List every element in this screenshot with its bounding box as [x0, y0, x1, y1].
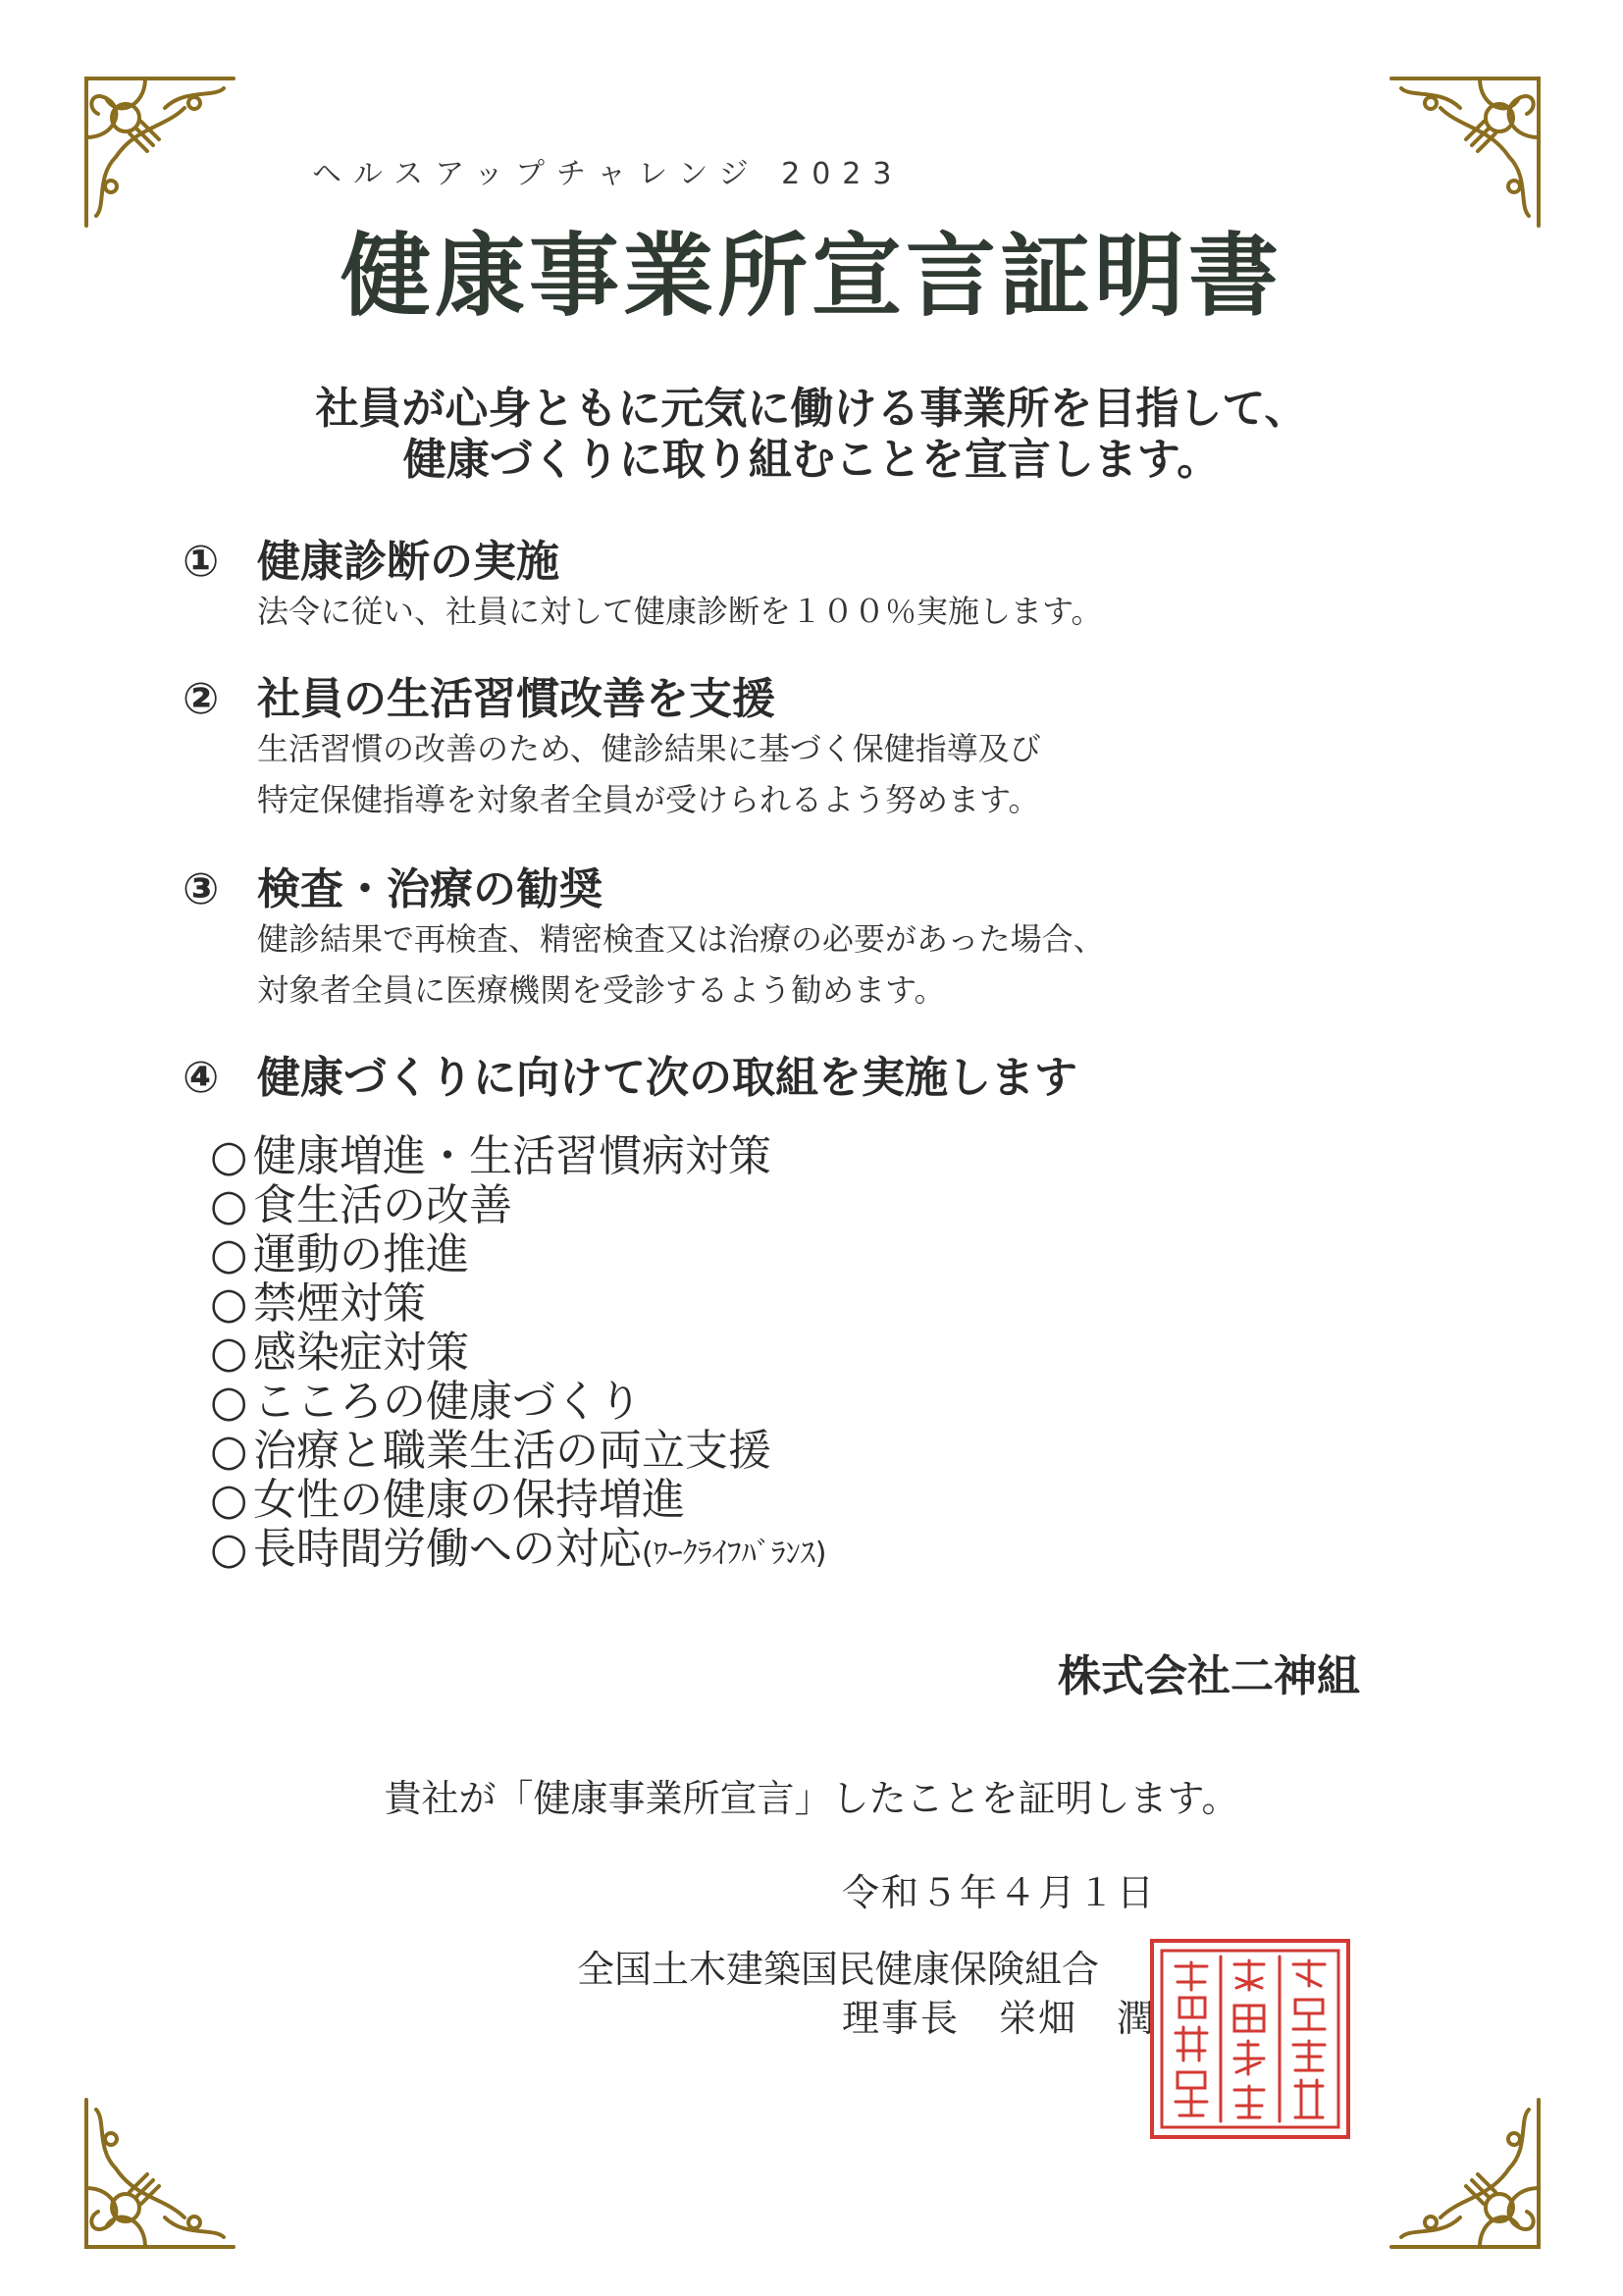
official-seal — [1150, 1939, 1350, 2139]
section-3-number: ③ — [183, 864, 220, 914]
work-life-balance-note: (ﾜｰｸﾗｲﾌﾊﾞﾗﾝｽ) — [642, 1537, 827, 1571]
program-subtitle: ヘルスアップチャレンジ 2023 — [312, 157, 904, 191]
page-title: 健康事業所宣言証明書 — [340, 223, 1283, 329]
section-2-text-2: 特定保健指導を対象者全員が受けられるよう努めます。 — [257, 781, 1040, 818]
list-item: ○ こころの健康づくり — [210, 1377, 642, 1427]
circle-mark-icon: ○ — [210, 1180, 248, 1230]
list-item: ○ 感染症対策 — [210, 1328, 469, 1378]
issuer-title: 理事長 — [842, 1997, 961, 2040]
ornament-icon — [1382, 2090, 1548, 2257]
section-2-heading — [183, 663, 775, 726]
section-3-text-2: 対象者全員に医療機関を受診するよう勧めます。 — [257, 971, 946, 1009]
certify-statement: 貴社が「健康事業所宣言」したことを証明します。 — [384, 1777, 1239, 1820]
list-item: ○ 禁煙対策 — [210, 1278, 426, 1329]
lead-line-2: 健康づくりに取り組むことを宣言します。 — [402, 435, 1221, 485]
issuer-organization: 全国土木建築国民健康保険組合 — [577, 1948, 1100, 1991]
section-2-title: 社員の生活習慣改善を支援 — [257, 674, 775, 724]
issue-date: 令和５年４月１日 — [842, 1871, 1157, 1914]
section-2-text-1: 生活習慣の改善のため、健診結果に基づく保健指導及び — [257, 730, 1041, 767]
corner-ornament-bottom-right — [1382, 2090, 1548, 2257]
section-1-text: 法令に従い、社員に対して健康診断を１００％実施します。 — [257, 593, 1103, 630]
section-4-number: ④ — [183, 1053, 220, 1103]
circle-mark-icon: ○ — [210, 1328, 248, 1378]
section-1-title: 健康診断の実施 — [257, 537, 559, 587]
issuer-signatory — [842, 1988, 1156, 2042]
list-item: ○ 治療と職業生活の両立支援 — [210, 1426, 771, 1476]
list-item: ○ 健康増進・生活習慣病対策 — [210, 1131, 771, 1181]
ornament-icon — [77, 2090, 243, 2257]
corner-ornament-bottom-left — [77, 2090, 243, 2257]
circle-mark-icon: ○ — [210, 1131, 248, 1181]
list-item: ○ 食生活の改善 — [210, 1180, 512, 1230]
circle-mark-icon: ○ — [210, 1524, 248, 1574]
circle-mark-icon: ○ — [210, 1475, 248, 1525]
seal-stamp-icon — [1154, 1943, 1346, 2135]
section-3-heading — [183, 854, 602, 916]
section-3-text-1: 健診結果で再検査、精密検査又は治療の必要があった場合、 — [257, 920, 1105, 958]
issuer-name: 栄畑 潤 — [999, 1997, 1157, 2040]
list-item: ○ 女性の健康の保持増進 — [210, 1475, 685, 1525]
circle-mark-icon: ○ — [210, 1426, 248, 1476]
circle-mark-icon: ○ — [210, 1229, 248, 1279]
company-name: 株式会社二神組 — [1058, 1651, 1360, 1701]
section-1-heading — [183, 526, 559, 589]
section-3-title: 検査・治療の勧奨 — [257, 864, 602, 914]
section-4-title: 健康づくりに向けて次の取組を実施します — [257, 1053, 1077, 1103]
list-item: ○ 長時間労働への対応(ﾜｰｸﾗｲﾌﾊﾞﾗﾝｽ) — [210, 1524, 827, 1574]
lead-line-1: 社員が心身ともに元気に働ける事業所を目指して、 — [315, 384, 1308, 434]
circle-mark-icon: ○ — [210, 1377, 248, 1427]
list-item: ○ 運動の推進 — [210, 1229, 469, 1279]
section-2-number: ② — [183, 674, 220, 724]
section-1-number: ① — [183, 537, 220, 587]
circle-mark-icon: ○ — [210, 1278, 248, 1329]
section-4-heading — [183, 1042, 1077, 1105]
